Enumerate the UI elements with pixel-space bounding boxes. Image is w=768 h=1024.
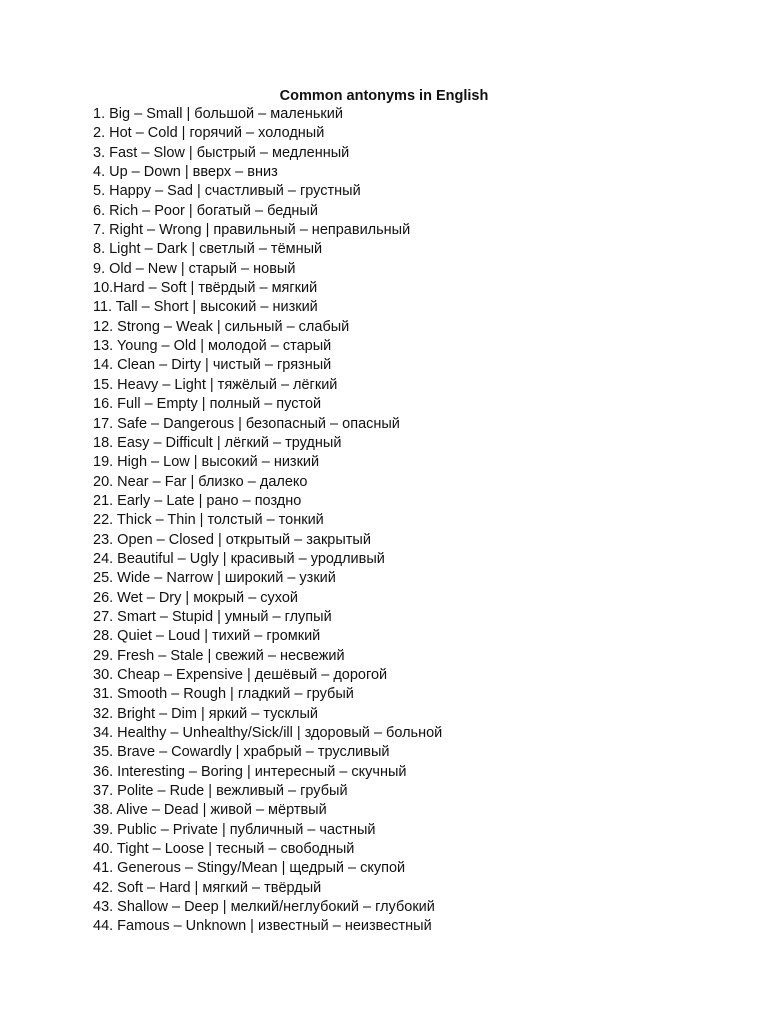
list-item: 20. Near – Far | близко – далеко	[93, 473, 308, 490]
list-item: 28. Quiet – Loud | тихий – громкий	[93, 628, 321, 645]
list-item: 8. Light – Dark | светлый – тёмный	[93, 241, 323, 258]
list-item: 14. Clean – Dirty | чистый – грязный	[93, 357, 332, 374]
list-item: 43. Shallow – Deep | мелкий/неглубокий – глубокий	[93, 899, 435, 916]
list-item: 4. Up – Down | вверх – вниз	[93, 164, 278, 181]
list-item: 40. Tight – Loose | тесный – свободный	[93, 841, 355, 858]
list-item: 21. Early – Late | рано – поздно	[93, 492, 302, 509]
list-item: 13. Young – Old | молодой – старый	[93, 338, 332, 355]
list-item: 22. Thick – Thin | толстый – тонкий	[93, 512, 324, 529]
list-item: 29. Fresh – Stale | свежий – несвежий	[93, 647, 345, 664]
list-item: 7. Right – Wrong | правильный – неправильный	[93, 222, 411, 239]
list-item: 2. Hot – Cold | горячий – холодный	[93, 125, 325, 142]
list-item: 32. Bright – Dim | яркий – тусклый	[93, 705, 318, 722]
list-item: 16. Full – Empty | полный – пустой	[93, 396, 322, 413]
list-item: 36. Interesting – Boring | интересный – скучный	[93, 763, 407, 780]
list-item: 6. Rich – Poor | богатый – бедный	[93, 202, 318, 219]
list-item: 3. Fast – Slow | быстрый – медленный	[93, 144, 350, 161]
list-item: 37. Polite – Rude | вежливый – грубый	[93, 783, 348, 800]
list-item: 11. Tall – Short | высокий – низкий	[93, 299, 318, 316]
list-item: 17. Safe – Dangerous | безопасный – опасный	[93, 415, 400, 432]
list-item: 9. Old – New | старый – новый	[93, 260, 296, 277]
list-item: 44. Famous – Unknown | известный – неизвестный	[93, 918, 432, 935]
list-item: 41. Generous – Stingy/Mean | щедрый – скупой	[93, 860, 406, 877]
list-item: 30. Cheap – Expensive | дешёвый – дорогой	[93, 666, 388, 683]
list-item: 27. Smart – Stupid | умный – глупый	[93, 608, 332, 625]
list-item: 35. Brave – Cowardly | храбрый – трусливый	[93, 744, 390, 761]
list-item: 1. Big – Small | большой – маленький	[93, 106, 343, 122]
list-item: 39. Public – Private | публичный – частный	[93, 821, 376, 838]
list-item: 24. Beautiful – Ugly | красивый – уродливый	[93, 550, 385, 567]
list-item: 34. Healthy – Unhealthy/Sick/ill | здоровый – больной	[93, 725, 443, 741]
list-item: 25. Wide – Narrow | широкий – узкий	[93, 570, 336, 587]
antonym-list	[93, 105, 442, 937]
list-item: 10.Hard – Soft | твёрдый – мягкий	[93, 280, 318, 297]
document-title: Common antonyms in English	[279, 88, 489, 104]
list-item: 12. Strong – Weak | сильный – слабый	[93, 318, 350, 335]
list-item: 42. Soft – Hard | мягкий – твёрдый	[93, 879, 322, 896]
list-item: 26. Wet – Dry | мокрый – сухой	[93, 589, 299, 606]
list-item: 18. Easy – Difficult | лёгкий – трудный	[93, 434, 342, 451]
list-item: 31. Smooth – Rough | гладкий – грубый	[93, 686, 354, 703]
list-item: 5. Happy – Sad | счастливый – грустный	[93, 183, 361, 200]
list-item: 19. High – Low | высокий – низкий	[93, 454, 320, 471]
list-item: 38. Alive – Dead | живой – мёртвый	[93, 802, 327, 819]
list-item: 15. Heavy – Light | тяжёлый – лёгкий	[93, 376, 338, 393]
list-item: 23. Open – Closed | открытый – закрытый	[93, 531, 371, 548]
